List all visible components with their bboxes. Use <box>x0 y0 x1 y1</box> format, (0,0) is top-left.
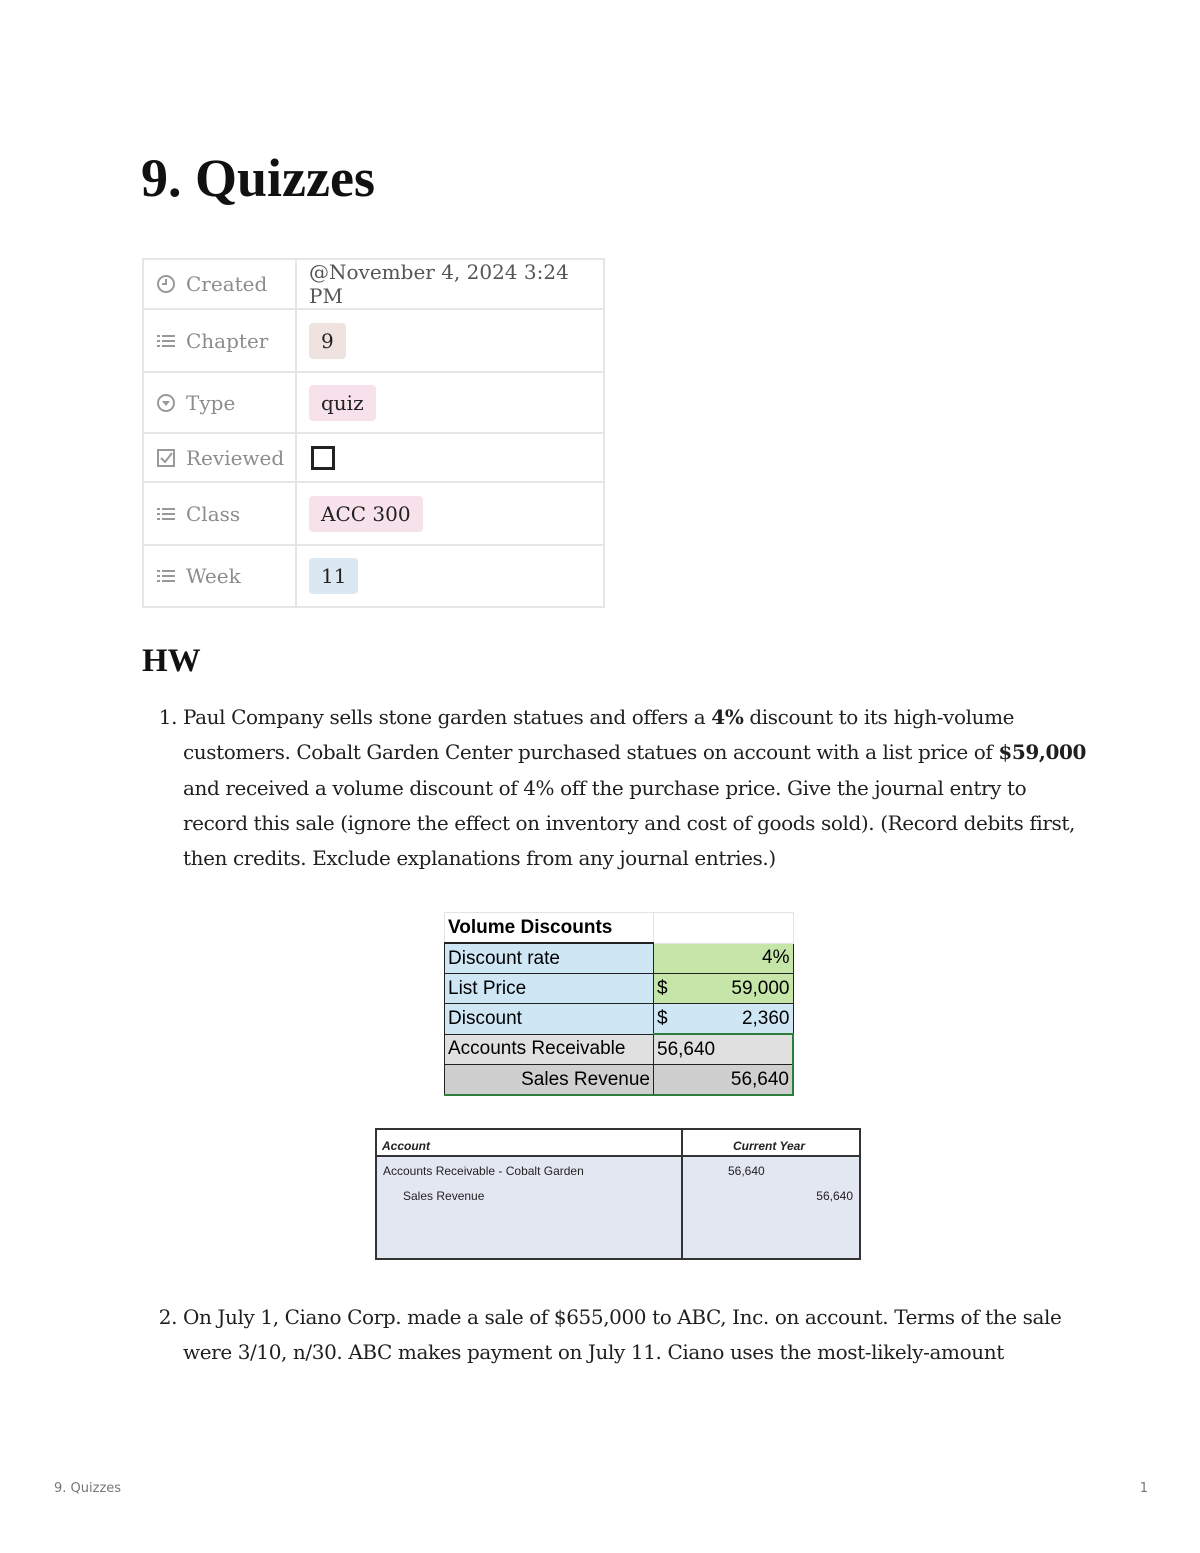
journal-credit-account: Sales Revenue <box>403 1189 485 1203</box>
currency-symbol: $ <box>657 977 668 999</box>
question-2: 2. On July 1, Ciano Corp. made a sale of $655,000 to ABC, Inc. on account. Terms of the sale were 3/10, n/30. ABC makes payment on July 11. Ciano uses the most-likely-amount <box>183 1300 1093 1371</box>
list-icon <box>156 504 176 524</box>
select-icon <box>156 393 176 413</box>
property-row-class <box>143 482 604 545</box>
property-row-created <box>143 259 604 309</box>
sheet-value: 4% <box>654 943 794 974</box>
property-row-reviewed <box>143 433 604 482</box>
sheet-value: 56,640 <box>654 1065 794 1096</box>
q1-text-1: Paul Company sells stone garden statues and offers a <box>183 705 712 729</box>
property-row-week <box>143 545 604 607</box>
clock-icon <box>156 274 176 294</box>
q1-text-2: discount to its high-volume customers. Cobalt Garden Center purchased statues on account with a list price of <box>183 705 1015 765</box>
sheet-label: Discount <box>445 1004 654 1035</box>
sheet-value: 59,000 <box>731 977 790 999</box>
q1-text-3: and received a volume discount of 4% off the purchase price. Give the journal entry to record this sale (ignore the effect on inventory and cost of goods sold). (Record debits first, then credits. Exclude explanations from any journal entries.) <box>183 775 1075 871</box>
property-key: Chapter <box>186 328 269 353</box>
week-tag[interactable]: 11 <box>309 558 358 594</box>
volume-discounts-spreadsheet <box>444 912 796 1096</box>
property-key: Created <box>186 272 268 296</box>
property-key: Class <box>186 501 241 526</box>
reviewed-checkbox[interactable] <box>311 446 335 470</box>
property-created-value: @November 4, 2024 3:24 PM <box>296 259 604 309</box>
property-row-chapter <box>143 309 604 372</box>
property-key: Reviewed <box>186 445 285 470</box>
footer-page-number: 1 <box>1139 1481 1148 1496</box>
list-icon <box>156 331 176 351</box>
journal-header <box>377 1130 859 1157</box>
sheet-label: Accounts Receivable <box>445 1034 654 1065</box>
type-tag[interactable]: quiz <box>309 385 376 421</box>
journal-credit-amount: 56,640 <box>816 1189 853 1203</box>
class-tag[interactable]: ACC 300 <box>309 496 423 532</box>
sheet-value: 2,360 <box>741 1007 790 1029</box>
sheet-label: List Price <box>445 974 654 1004</box>
sheet-row <box>445 943 794 974</box>
journal-debit-amount: 56,640 <box>728 1164 765 1178</box>
journal-col-current-year: Current Year <box>733 1139 806 1153</box>
checkbox-icon <box>156 448 176 468</box>
journal-divider <box>681 1130 683 1258</box>
currency-symbol: $ <box>657 1007 668 1029</box>
sheet-row <box>445 1065 794 1096</box>
journal-col-account: Account <box>382 1139 430 1153</box>
property-row-type <box>143 372 604 433</box>
properties-table <box>142 258 605 608</box>
journal-debit-account: Accounts Receivable - Cobalt Garden <box>383 1164 584 1178</box>
q1-bold-price: $59,000 <box>998 740 1087 765</box>
sheet-header: Volume Discounts <box>445 913 654 944</box>
list-icon <box>156 566 176 586</box>
sheet-label: Discount rate <box>445 943 654 974</box>
chapter-tag[interactable]: 9 <box>309 323 346 359</box>
sheet-header-row <box>445 913 794 944</box>
property-key: Week <box>186 564 241 588</box>
sheet-row <box>445 1004 794 1035</box>
sheet-value: 56,640 <box>654 1034 794 1065</box>
section-heading-hw: HW <box>142 643 201 679</box>
sheet-row <box>445 1034 794 1065</box>
journal-entry-table <box>375 1128 861 1260</box>
property-key: Type <box>186 390 236 415</box>
footer-title: 9. Quizzes <box>54 1481 122 1496</box>
sheet-label: Sales Revenue <box>445 1065 654 1096</box>
sheet-row <box>445 974 794 1004</box>
page-title: 9. Quizzes <box>141 148 375 208</box>
q1-bold-rate: 4% <box>711 705 744 729</box>
